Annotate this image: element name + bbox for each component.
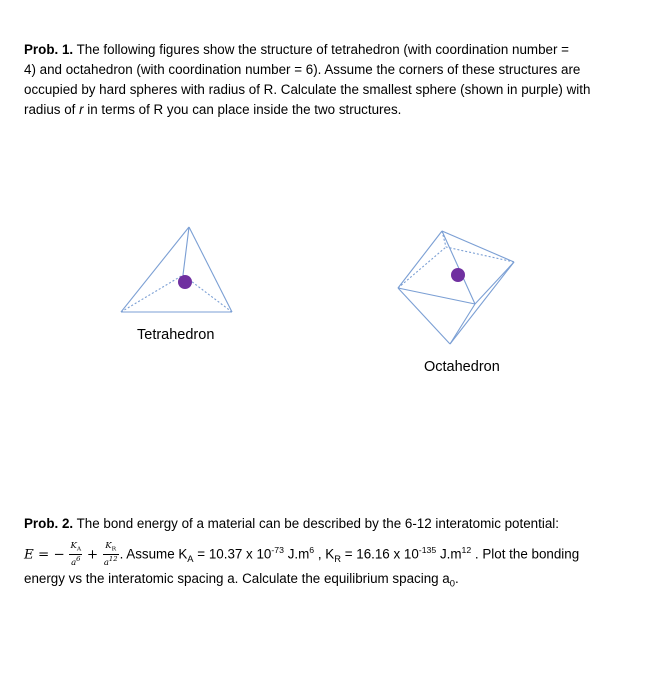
octa-edge [442, 231, 514, 262]
problem-2-text [24, 514, 644, 594]
problem-1-line-4: radius of r in terms of R you can place inside the two structures. [24, 102, 402, 117]
problem-2-line-3: energy vs the interatomic spacing a. Calculate the equilibrium spacing $a_0$. [24, 571, 459, 589]
octahedron-figure [390, 225, 520, 350]
problem-2-line-2: E = − $\frac{K_A}{a^6}$ + $\frac{K_R}{a^{12}}$ . Assume $K_A = 10.37$ x $10^{-73}$ $J.m^6$ , $K_R = 16.16$ x $10^{-135}$ $J.m^{12}$ . Plot the bonding [24, 541, 580, 568]
octa-edge [475, 262, 514, 304]
octa-edge [450, 304, 475, 344]
problem-1-line-2: 4) and octahedron (with coordination number = 6). Assume the corners of these structures are [24, 62, 581, 77]
octa-hidden-edge [446, 247, 514, 262]
octa-hidden-edge [398, 247, 446, 288]
octa-edge [442, 231, 475, 304]
problem-1-line-1: Prob. 1. The following figures show the structure of tetrahedron (with coordination number = [24, 42, 569, 57]
octa-edge [398, 231, 442, 288]
variable-r: r [79, 102, 84, 117]
octahedron-caption: Octahedron [424, 359, 500, 375]
problem-2-label: Prob. 2. [24, 516, 74, 531]
tetra-edge [189, 227, 232, 312]
tetra-edge [121, 227, 189, 312]
tetrahedron-caption: Tetrahedron [137, 327, 215, 343]
octa-edge [398, 288, 475, 304]
problem-1-text [24, 40, 644, 120]
equation-lhs: E = − [24, 547, 65, 563]
tetra-hidden-edge [121, 275, 183, 312]
purple-sphere [178, 275, 192, 289]
fraction-kr: $\frac{K_R}{a^{12}}$ [103, 541, 118, 568]
problem-2-line-1: Prob. 2. The bond energy of a material can be described by the 6-12 interatomic potential: [24, 516, 559, 531]
fraction-ka: $\frac{K_A}{a^6}$ [70, 541, 82, 568]
problem-1-line-3: occupied by hard spheres with radius of R. Calculate the smallest sphere (shown in purple) with [24, 82, 591, 97]
purple-sphere [451, 268, 465, 282]
tetrahedron-figure [110, 220, 245, 325]
octa-edge [398, 288, 450, 344]
problem-1-label: Prob. 1. [24, 42, 74, 57]
